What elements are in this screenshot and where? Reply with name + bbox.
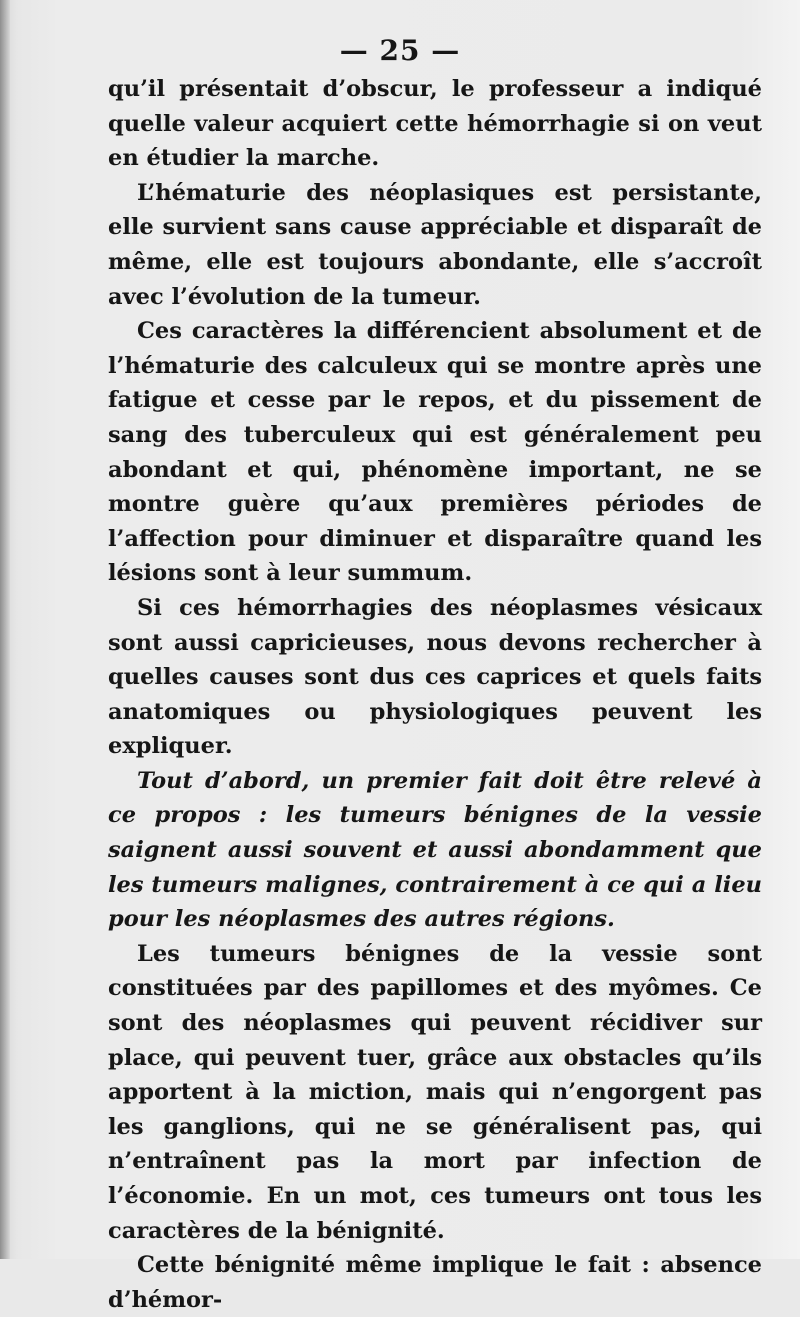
paragraph-2: L’hématurie des néoplasiques est persistante, elle survient sans cause appréciable et disparaît de même, elle est toujours abondante, elle s’accroît avec l’évolution de la tumeur. [108,179,762,310]
paragraph-4: Si ces hémorrhagies des néoplasmes vésicaux sont aussi capricieuses, nous devons rechercher à quelles causes sont dus ces caprices et quels faits anatomiques ou physiologiques peuvent les expliquer. [108,594,762,760]
paragraph-7: Cette bénignité même implique le fait : absence d’hémor- [108,1252,762,1313]
paragraph-5: Tout d’abord, un premier fait doit être relevé à ce propos : les tumeurs bénignes de la vessie saignent aussi souvent et aussi abondamment que les tumeurs malignes, contrairement à ce qui a lieu pour les néoplasmes des autres régions. [108,767,762,933]
paragraph-1: qu’il présentait d’obscur, le professeur a indiqué quelle valeur acquiert cette hémorrhagie si on veut en étudier la marche. [108,76,762,172]
page-number-header: — 25 — [339,34,461,67]
page-left-edge [0,0,10,1259]
page-body [108,72,762,1317]
paragraph-3: Ces caractères la différencient absolument et de l’hématurie des calculeux qui se montre après une fatigue et cesse par le repos, et du pissement de sang des tuberculeux qui est généralement peu abondant et qui, phénomène important, ne se montre guère qu’aux premières périodes de l’affection pour diminuer et disparaître quand les lésions sont à leur summum. [108,318,762,587]
paragraph-6: Les tumeurs bénignes de la vessie sont constituées par des papillomes et des myômes. Ce sont des néoplasmes qui peuvent récidiver sur place, qui peuvent tuer, grâce aux obstacles qu’ils apportent à la miction, mais qui n’engorgent pas les ganglions, qui ne se généralisent pas, qui n’entraînent pas la mort par infection de l’économie. En un mot, ces tumeurs ont tous les caractères de la bénignité. [108,940,762,1244]
